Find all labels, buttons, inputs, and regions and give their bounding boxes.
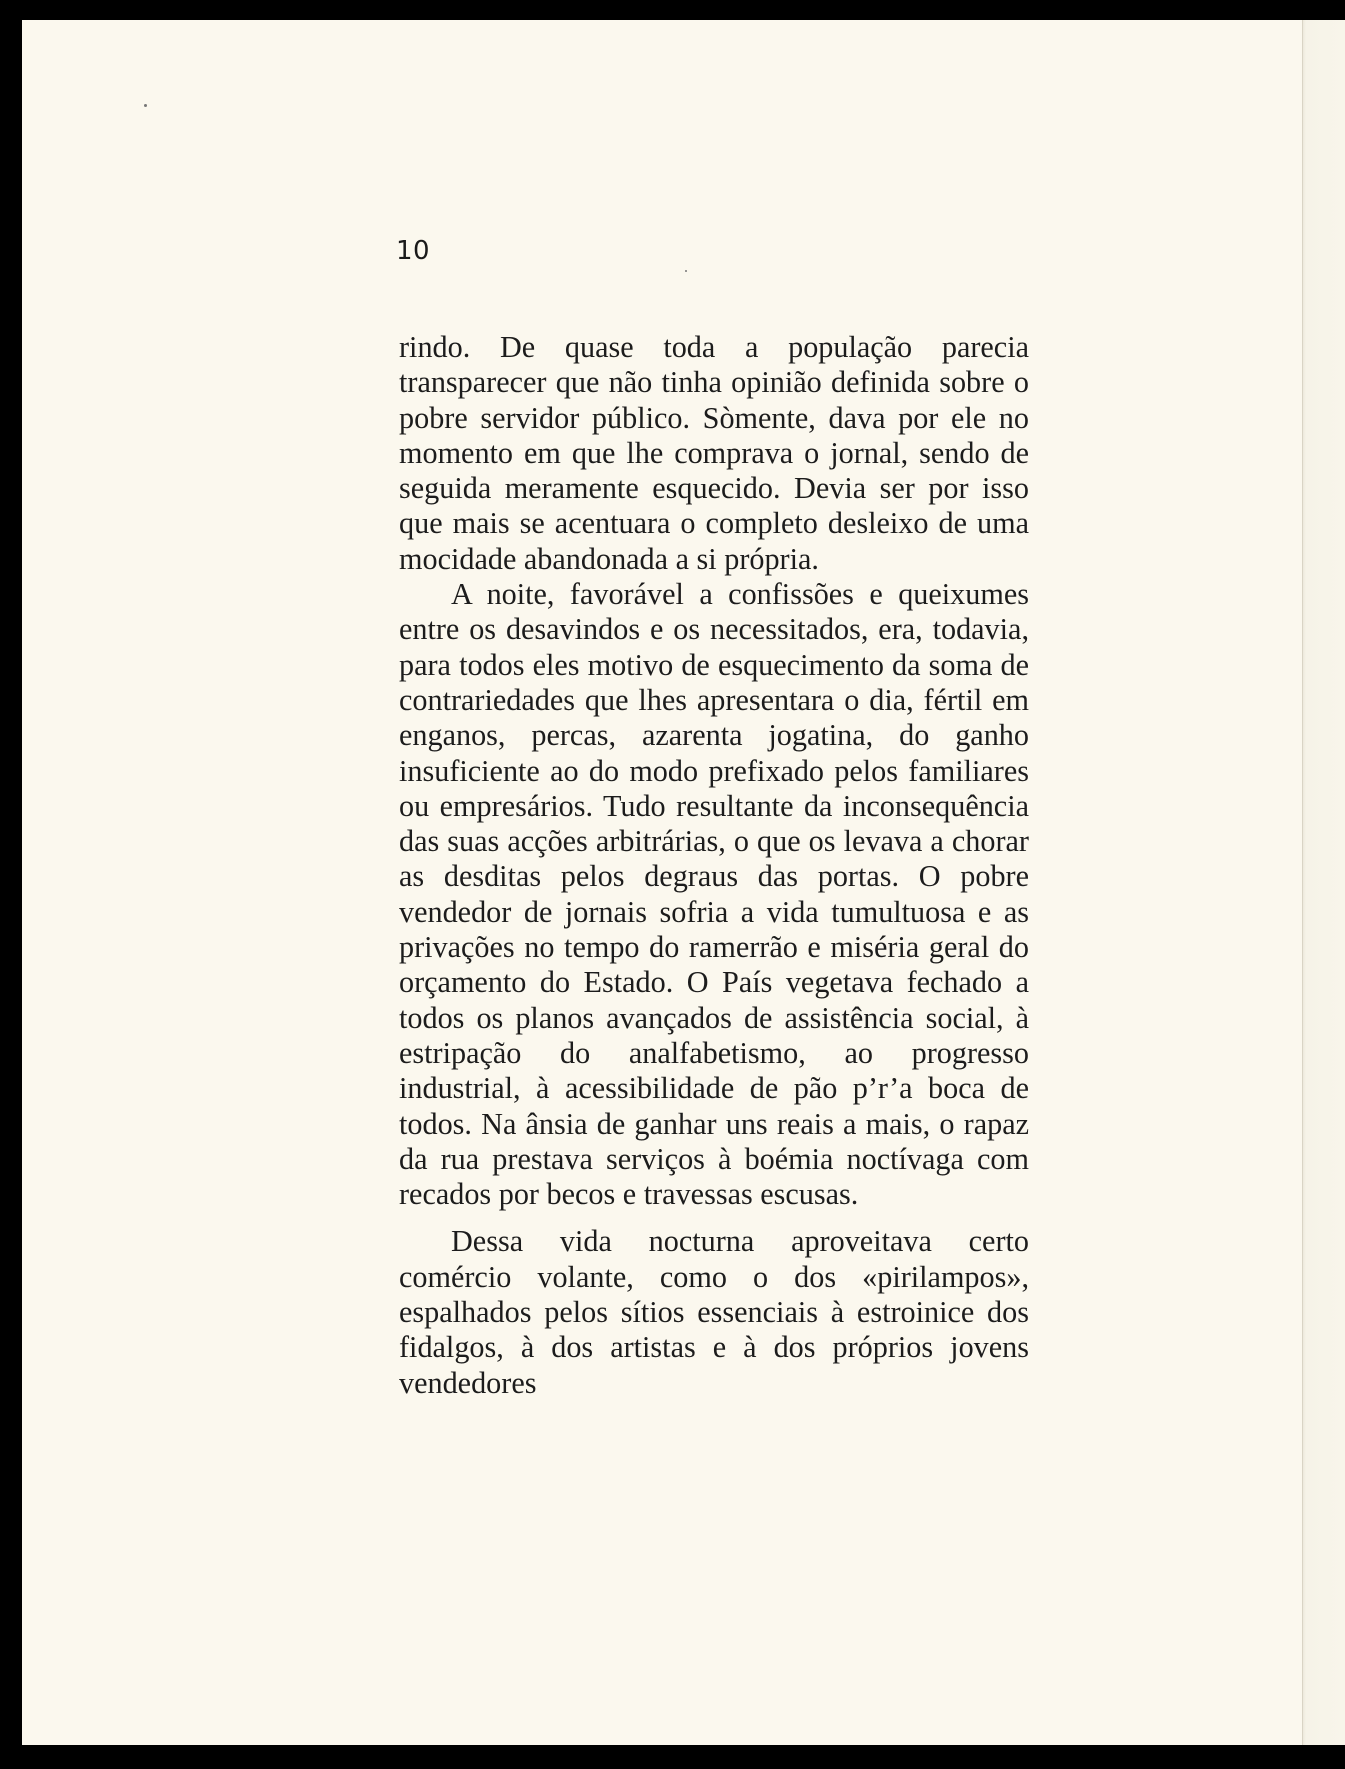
paragraph-2: A noite, favorável a confissões e queixumes entre os desavindos e os necessitados, era, todavia, para todos eles motivo de esquecimento da soma de contrariedades que lhes apresentara o dia, fértil em enganos, percas, azarenta jogatina, do ganho insuficiente ao do modo prefixado pelos familiares ou empresários. Tudo resultante da inconsequência das suas acções arbitrárias, o que os levava a chorar as desditas pelos degraus das portas. O pobre vendedor de jornais sofria a vida tumultuosa e as privações no tempo do ramerrão e miséria geral do orçamento do Estado. O País vegetava fechado a todos os planos avançados de assistência social, à estripação do analfabetismo, ao progresso industrial, à acessibilidade de pão p’r’a boca de todos. Na ânsia de ganhar uns reais a mais, o rapaz da rua prestava serviços à boémia noctívaga com recados por becos e travessas escusas. — [399, 577, 1029, 1212]
body-text — [399, 330, 1029, 1401]
page-number: 10 — [396, 236, 431, 266]
page-edge — [1302, 20, 1345, 1745]
paragraph-1: rindo. De quase toda a população parecia transparecer que não tinha opinião definida sobre o pobre servidor público. Sòmente, dava por ele no momento em que lhe comprava o jornal, sendo de seguida meramente esquecido. Devia ser por isso que mais se acentuara o completo desleixo de uma mocidade abandonada a si própria. — [399, 330, 1029, 576]
book-page — [22, 20, 1345, 1745]
paper-speck — [685, 270, 687, 272]
paper-speck — [144, 104, 147, 107]
paragraph-3: Dessa vida nocturna aproveitava certo comércio volante, como o dos «pirilampos», espalhados pelos sítios essenciais à estroinice dos fidalgos, à dos artistas e à dos próprios jovens vendedores — [399, 1224, 1029, 1400]
